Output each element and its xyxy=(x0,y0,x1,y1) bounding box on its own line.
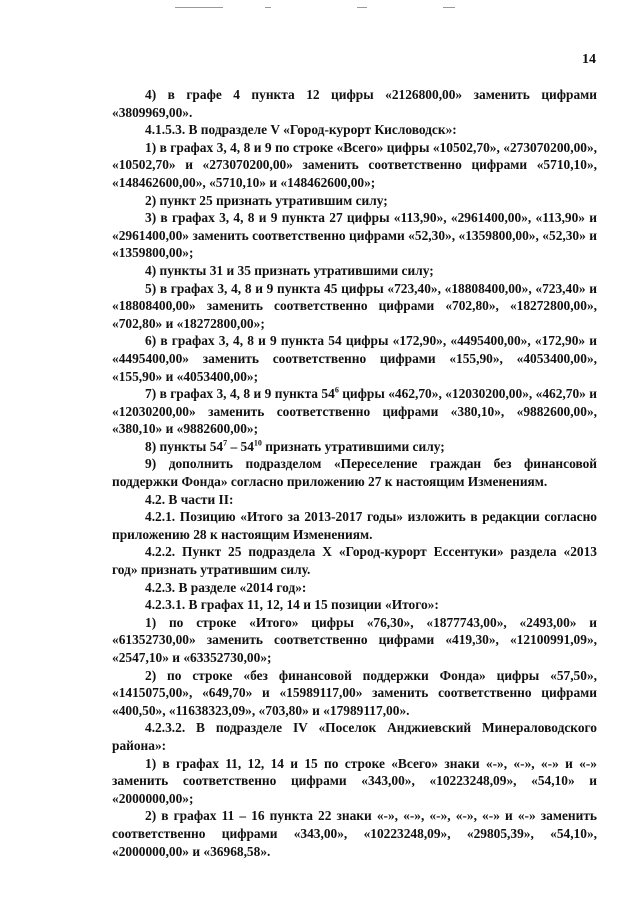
list-item: 4) пункты 31 и 35 признать утратившими силу; xyxy=(145,262,434,278)
paragraph: 4) в графе 4 пункта 12 цифры «2126800,00» заменить цифрами «3809969,00». xyxy=(112,87,597,120)
list-item xyxy=(112,438,597,456)
list-item: 9) дополнить подразделом «Переселение граждан без финансовой поддержки Фонда» согласно приложению 27 к настоящим Изменениям. xyxy=(112,456,597,490)
superscript: 7 xyxy=(223,438,228,448)
subsection-heading: 4.1.5.3. В подразделе V «Город-курорт Кисловодск»: xyxy=(145,122,457,138)
scan-artifact-marks xyxy=(175,4,475,10)
list-item: 2) в графах 11 – 16 пункта 22 знаки «-», «-», «-», «-», «-» и «-» заменить соответственно цифрами «343,00», «10223248,09», «29805,39», «54,10», «2000000,00» и «36968,58». xyxy=(112,808,597,859)
section-heading: 4.2. В части II: xyxy=(145,491,234,507)
paragraph: 4.2.2. Пункт 25 подраздела X «Город-курорт Ессентуки» раздела «2013 год» признать утратившим силу. xyxy=(112,544,597,578)
subsection-heading: 4.2.3. В разделе «2014 год»: xyxy=(145,579,307,595)
list-item xyxy=(112,385,597,438)
list-item: 5) в графах 3, 4, 8 и 9 пункта 45 цифры «723,40», «18808400,00», «723,40» и «18808400,00» заменить соответственно цифрами «702,80», «18272800,00», «702,80» и «18272800,00»; xyxy=(112,280,597,331)
list-item: 2) по строке «без финансовой поддержки Фонда» цифры «57,50», «1415075,00», «649,70» и «15989117,00» заменить соответственно цифрами «400,50», «11638323,09», «703,80» и «17989117,00». xyxy=(112,667,597,718)
text-segment: признать утратившими силу; xyxy=(261,438,445,454)
superscript: 6 xyxy=(334,385,339,395)
page-number: 14 xyxy=(582,52,596,67)
text-segment: цифры «462,70», «12030200,00», «462,70» и «12030200,00» заменить соответственно цифрами «380,10», «9882600,00», «380,10» и «9882600,00»; xyxy=(112,386,597,437)
list-item: 6) в графах 3, 4, 8 и 9 пункта 54 цифры «172,90», «4495400,00», «172,90» и «4495400,00» заменить соответственно цифрами «155,90», «4053400,00», «155,90» и «4053400,00»; xyxy=(112,333,597,384)
list-item: 1) по строке «Итого» цифры «76,30», «1877743,00», «2493,00» и «61352730,00» заменить соответственно цифрами «419,30», «12100991,09», «2547,10» и «63352730,00»; xyxy=(112,614,597,665)
text-segment: – 54 xyxy=(227,438,254,454)
list-item: 1) в графах 11, 12, 14 и 15 по строке «Всего» знаки «-», «-», «-» и «-» заменить соответственно цифрами «343,00», «10223248,09», «54,10» и «2000000,00»; xyxy=(112,755,597,806)
list-item: 3) в графах 3, 4, 8 и 9 пункта 27 цифры «113,90», «2961400,00», «113,90» и «2961400,00» заменить соответственно цифрами «52,30», «1359800,00», «52,30» и «1359800,00»; xyxy=(112,210,597,261)
subsection-heading: 4.2.3.2. В подразделе IV «Поселок Анджиевский Минераловодского района»: xyxy=(112,720,597,753)
paragraph: 4.2.1. Позицию «Итого за 2013-2017 годы» изложить в редакции согласно приложению 28 к настоящим Изменениям. xyxy=(112,509,597,542)
superscript: 10 xyxy=(253,438,262,448)
text-segment: 7) в графах 3, 4, 8 и 9 пункта 54 xyxy=(145,386,335,402)
list-item: 1) в графах 3, 4, 8 и 9 по строке «Всего» цифры «10502,70», «273070200,00», «10502,70» и «273070200,00» заменить соответственно цифрами «5710,10», «148462600,00», «5710,10» и «148462600,00»; xyxy=(112,139,597,190)
subsection-heading: 4.2.3.1. В графах 11, 12, 14 и 15 позиции «Итого»: xyxy=(145,597,439,613)
list-item: 2) пункт 25 признать утратившим силу; xyxy=(145,192,388,208)
document-body xyxy=(112,86,597,860)
text-segment: 8) пункты 54 xyxy=(145,438,224,454)
